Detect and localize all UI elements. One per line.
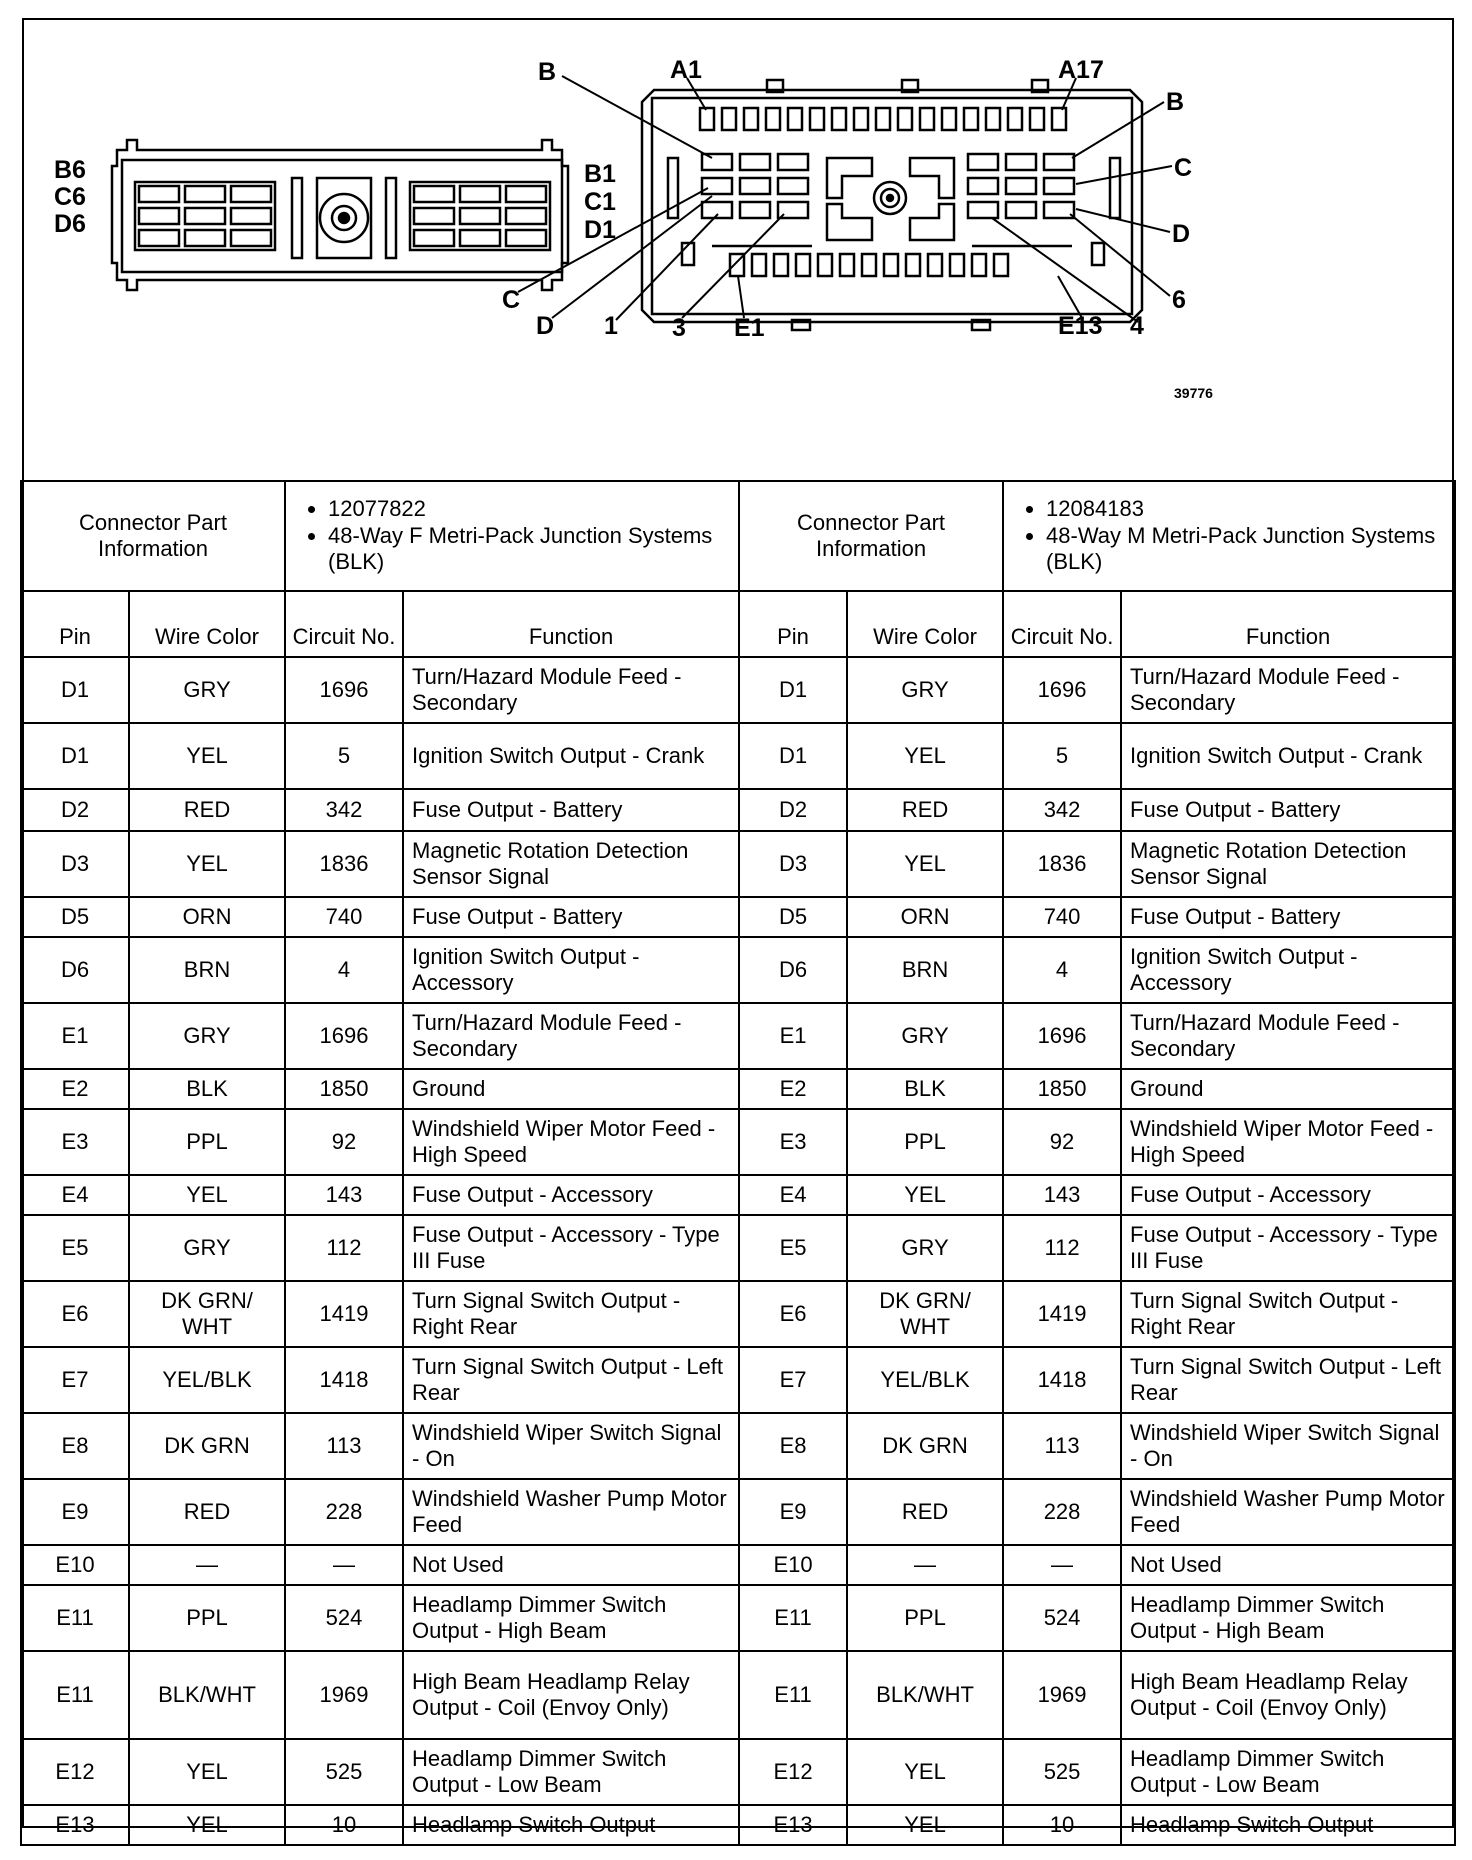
cell-pin: E4 (21, 1175, 129, 1215)
cell-function: Windshield Wiper Switch Signal - On (403, 1413, 739, 1479)
cell-wire-color: DK GRN (129, 1413, 285, 1479)
header-pin-right: Pin (739, 591, 847, 657)
cell-pin: E2 (21, 1069, 129, 1109)
cell-function: Fuse Output - Battery (403, 897, 739, 937)
cell-wire-color: YEL (847, 723, 1003, 789)
cell-function: Ground (403, 1069, 739, 1109)
cell-function: Turn/Hazard Module Feed - Secondary (1121, 657, 1455, 723)
cell-pin: E11 (739, 1585, 847, 1651)
cell-pin: E1 (739, 1003, 847, 1069)
cell-circuit: 525 (285, 1739, 403, 1805)
cell-function: Magnetic Rotation Detection Sensor Signal (1121, 831, 1455, 897)
table-row (21, 1109, 1455, 1175)
cell-pin: D2 (739, 789, 847, 831)
cell-pin: E11 (739, 1651, 847, 1739)
cell-function: Headlamp Dimmer Switch Output - High Beam (403, 1585, 739, 1651)
cell-wire-color: RED (129, 1479, 285, 1545)
cell-wire-color: GRY (847, 1215, 1003, 1281)
cell-function: Windshield Washer Pump Motor Feed (403, 1479, 739, 1545)
cell-wire-color: BRN (129, 937, 285, 1003)
table-row (21, 1585, 1455, 1651)
cell-wire-color: DK GRN/ WHT (847, 1281, 1003, 1347)
label-c-right: C (1174, 154, 1193, 182)
part-desc-right: • 48-Way M Metri-Pack Junction Systems (BLK) (1046, 523, 1446, 576)
header-wire-color-left: Wire Color (129, 591, 285, 657)
cell-circuit: 113 (1003, 1413, 1121, 1479)
cell-function: Headlamp Dimmer Switch Output - Low Beam (403, 1739, 739, 1805)
connector-info-row (21, 481, 1455, 591)
connector-info-label-left: Connector Part Information (21, 481, 285, 591)
cell-function: Turn Signal Switch Output - Right Rear (1121, 1281, 1455, 1347)
cell-pin: E4 (739, 1175, 847, 1215)
cell-wire-color: YEL (847, 1175, 1003, 1215)
cell-function: Fuse Output - Battery (1121, 897, 1455, 937)
cell-function: Fuse Output - Accessory (1121, 1175, 1455, 1215)
cell-wire-color: GRY (847, 657, 1003, 723)
cell-circuit: 1696 (1003, 657, 1121, 723)
cell-wire-color: BLK/WHT (847, 1651, 1003, 1739)
cell-function: Ground (1121, 1069, 1455, 1109)
cell-wire-color: GRY (129, 657, 285, 723)
cell-circuit: 524 (285, 1585, 403, 1651)
header-pin-left: Pin (21, 591, 129, 657)
connector-diagram (22, 18, 1454, 480)
cell-wire-color: YEL (847, 1805, 1003, 1845)
left-connector (112, 140, 568, 290)
connector-info-left (285, 481, 739, 591)
cell-wire-color: GRY (129, 1003, 285, 1069)
cell-circuit: — (285, 1545, 403, 1585)
connector-info-right (1003, 481, 1455, 591)
table-row (21, 1479, 1455, 1545)
cell-pin: E3 (21, 1109, 129, 1175)
cell-wire-color: YEL/BLK (129, 1347, 285, 1413)
cell-wire-color: RED (847, 1479, 1003, 1545)
cell-circuit: 342 (1003, 789, 1121, 831)
cell-function: High Beam Headlamp Relay Output - Coil (Envoy Only) (403, 1651, 739, 1739)
cell-wire-color: YEL/BLK (847, 1347, 1003, 1413)
table-row (21, 789, 1455, 831)
cell-function: Ignition Switch Output - Crank (403, 723, 739, 789)
label-b-top-right: B (1166, 88, 1185, 116)
cell-circuit: 1418 (285, 1347, 403, 1413)
cell-circuit: 524 (1003, 1585, 1121, 1651)
cell-function: Windshield Wiper Switch Signal - On (1121, 1413, 1455, 1479)
cell-circuit: 1696 (285, 657, 403, 723)
label-a17: A17 (1058, 56, 1104, 84)
cell-pin: E5 (739, 1215, 847, 1281)
cell-function: Turn/Hazard Module Feed - Secondary (403, 1003, 739, 1069)
cell-wire-color: PPL (129, 1585, 285, 1651)
cell-pin: E9 (21, 1479, 129, 1545)
cell-circuit: 143 (1003, 1175, 1121, 1215)
cell-pin: E7 (739, 1347, 847, 1413)
label-d1: D1 (584, 216, 616, 244)
label-b-top-left: B (538, 58, 557, 86)
cell-circuit: 228 (285, 1479, 403, 1545)
cell-function: Windshield Wiper Motor Feed - High Speed (403, 1109, 739, 1175)
column-header-row (21, 591, 1455, 657)
cell-pin: E8 (739, 1413, 847, 1479)
label-1-bottom: 1 (604, 312, 618, 340)
table-row (21, 1651, 1455, 1739)
cell-pin: E9 (739, 1479, 847, 1545)
figure-number: 39776 (1174, 385, 1213, 401)
table-row (21, 1347, 1455, 1413)
table-row (21, 1413, 1455, 1479)
label-e1: E1 (734, 314, 765, 342)
cell-pin: D3 (21, 831, 129, 897)
cell-circuit: 740 (285, 897, 403, 937)
table-row (21, 831, 1455, 897)
header-wire-color-right: Wire Color (847, 591, 1003, 657)
cell-pin: E2 (739, 1069, 847, 1109)
cell-pin: D1 (21, 657, 129, 723)
cell-circuit: 1850 (1003, 1069, 1121, 1109)
cell-wire-color: YEL (847, 831, 1003, 897)
label-3-bottom: 3 (672, 314, 686, 342)
cell-pin: D2 (21, 789, 129, 831)
cell-wire-color: PPL (847, 1109, 1003, 1175)
cell-pin: E13 (739, 1805, 847, 1845)
cell-wire-color: — (847, 1545, 1003, 1585)
cell-pin: E10 (739, 1545, 847, 1585)
cell-circuit: 10 (285, 1805, 403, 1845)
cell-pin: D5 (739, 897, 847, 937)
label-d-bottom: D (536, 312, 555, 340)
cell-wire-color: DK GRN/ WHT (129, 1281, 285, 1347)
cell-circuit: 92 (1003, 1109, 1121, 1175)
cell-pin: E5 (21, 1215, 129, 1281)
cell-pin: E8 (21, 1413, 129, 1479)
cell-wire-color: — (129, 1545, 285, 1585)
cell-pin: E1 (21, 1003, 129, 1069)
cell-function: Headlamp Switch Output (1121, 1805, 1455, 1845)
header-function-right: Function (1121, 591, 1455, 657)
cell-function: Turn/Hazard Module Feed - Secondary (1121, 1003, 1455, 1069)
label-c-bottom: C (502, 286, 521, 314)
cell-pin: D3 (739, 831, 847, 897)
cell-function: Turn Signal Switch Output - Right Rear (403, 1281, 739, 1347)
cell-pin: E3 (739, 1109, 847, 1175)
cell-circuit: — (1003, 1545, 1121, 1585)
cell-function: Windshield Wiper Motor Feed - High Speed (1121, 1109, 1455, 1175)
connector-info-label-right: Connector Part Information (739, 481, 1003, 591)
cell-function: Not Used (1121, 1545, 1455, 1585)
cell-pin: D1 (21, 723, 129, 789)
cell-function: Ignition Switch Output - Accessory (1121, 937, 1455, 1003)
cell-wire-color: DK GRN (847, 1413, 1003, 1479)
cell-wire-color: RED (129, 789, 285, 831)
part-number-right: • 12084183 (1046, 496, 1446, 522)
cell-wire-color: BLK (847, 1069, 1003, 1109)
cell-pin: D1 (739, 657, 847, 723)
table-row (21, 1281, 1455, 1347)
cell-circuit: 1696 (1003, 1003, 1121, 1069)
cell-wire-color: ORN (847, 897, 1003, 937)
table-row (21, 937, 1455, 1003)
table-row (21, 657, 1455, 723)
label-b6: B6 (54, 156, 86, 184)
cell-function: Turn Signal Switch Output - Left Rear (1121, 1347, 1455, 1413)
table-row (21, 1003, 1455, 1069)
cell-wire-color: GRY (129, 1215, 285, 1281)
cell-wire-color: BLK/WHT (129, 1651, 285, 1739)
cell-circuit: 1836 (1003, 831, 1121, 897)
cell-circuit: 92 (285, 1109, 403, 1175)
cell-wire-color: GRY (847, 1003, 1003, 1069)
cell-circuit: 1969 (285, 1651, 403, 1739)
cell-wire-color: YEL (129, 723, 285, 789)
cell-wire-color: BRN (847, 937, 1003, 1003)
table-row (21, 723, 1455, 789)
cell-wire-color: YEL (847, 1739, 1003, 1805)
cell-pin: D5 (21, 897, 129, 937)
cell-function: Not Used (403, 1545, 739, 1585)
label-d6: D6 (54, 210, 86, 238)
header-function-left: Function (403, 591, 739, 657)
cell-function: High Beam Headlamp Relay Output - Coil (Envoy Only) (1121, 1651, 1455, 1739)
table-row (21, 1215, 1455, 1281)
cell-wire-color: PPL (847, 1585, 1003, 1651)
part-desc-left: • 48-Way F Metri-Pack Junction Systems (BLK) (328, 523, 730, 576)
cell-function: Headlamp Dimmer Switch Output - Low Beam (1121, 1739, 1455, 1805)
pinout-table (20, 480, 1456, 1846)
cell-pin: E10 (21, 1545, 129, 1585)
cell-wire-color: ORN (129, 897, 285, 937)
cell-circuit: 112 (1003, 1215, 1121, 1281)
label-d-right: D (1172, 220, 1191, 248)
cell-circuit: 5 (1003, 723, 1121, 789)
cell-function: Headlamp Switch Output (403, 1805, 739, 1845)
label-4-bottom: 4 (1130, 312, 1144, 340)
cell-pin: E7 (21, 1347, 129, 1413)
label-6-right: 6 (1172, 286, 1186, 314)
cell-circuit: 1696 (285, 1003, 403, 1069)
cell-function: Turn/Hazard Module Feed - Secondary (403, 657, 739, 723)
cell-function: Magnetic Rotation Detection Sensor Signal (403, 831, 739, 897)
cell-circuit: 1969 (1003, 1651, 1121, 1739)
cell-function: Headlamp Dimmer Switch Output - High Beam (1121, 1585, 1455, 1651)
label-b1: B1 (584, 160, 616, 188)
cell-pin: E11 (21, 1651, 129, 1739)
cell-circuit: 112 (285, 1215, 403, 1281)
cell-wire-color: YEL (129, 1805, 285, 1845)
cell-pin: E6 (21, 1281, 129, 1347)
cell-function: Fuse Output - Battery (403, 789, 739, 831)
cell-pin: D6 (21, 937, 129, 1003)
part-number-left: • 12077822 (328, 496, 730, 522)
cell-circuit: 1836 (285, 831, 403, 897)
label-a1: A1 (670, 56, 702, 84)
cell-function: Windshield Washer Pump Motor Feed (1121, 1479, 1455, 1545)
cell-circuit: 143 (285, 1175, 403, 1215)
cell-circuit: 1419 (285, 1281, 403, 1347)
table-row (21, 1739, 1455, 1805)
header-circuit-left: Circuit No. (285, 591, 403, 657)
cell-circuit: 525 (1003, 1739, 1121, 1805)
cell-pin: E13 (21, 1805, 129, 1845)
table-row (21, 897, 1455, 937)
cell-wire-color: YEL (129, 1175, 285, 1215)
cell-circuit: 228 (1003, 1479, 1121, 1545)
cell-wire-color: BLK (129, 1069, 285, 1109)
cell-pin: E6 (739, 1281, 847, 1347)
cell-circuit: 4 (1003, 937, 1121, 1003)
cell-circuit: 1850 (285, 1069, 403, 1109)
table-row (21, 1545, 1455, 1585)
table-row (21, 1069, 1455, 1109)
cell-circuit: 342 (285, 789, 403, 831)
cell-circuit: 1419 (1003, 1281, 1121, 1347)
cell-function: Fuse Output - Accessory - Type III Fuse (403, 1215, 739, 1281)
label-c1: C1 (584, 188, 616, 216)
table-row (21, 1805, 1455, 1845)
cell-wire-color: PPL (129, 1109, 285, 1175)
cell-function: Ignition Switch Output - Accessory (403, 937, 739, 1003)
cell-pin: D6 (739, 937, 847, 1003)
cell-pin: D1 (739, 723, 847, 789)
cell-pin: E12 (739, 1739, 847, 1805)
cell-circuit: 1418 (1003, 1347, 1121, 1413)
cell-function: Fuse Output - Accessory - Type III Fuse (1121, 1215, 1455, 1281)
cell-function: Turn Signal Switch Output - Left Rear (403, 1347, 739, 1413)
label-e13: E13 (1058, 312, 1103, 340)
cell-circuit: 5 (285, 723, 403, 789)
cell-function: Fuse Output - Battery (1121, 789, 1455, 831)
cell-circuit: 113 (285, 1413, 403, 1479)
cell-circuit: 4 (285, 937, 403, 1003)
table-row (21, 1175, 1455, 1215)
cell-function: Ignition Switch Output - Crank (1121, 723, 1455, 789)
cell-pin: E12 (21, 1739, 129, 1805)
cell-circuit: 740 (1003, 897, 1121, 937)
cell-wire-color: YEL (129, 831, 285, 897)
cell-circuit: 10 (1003, 1805, 1121, 1845)
cell-function: Fuse Output - Accessory (403, 1175, 739, 1215)
cell-wire-color: RED (847, 789, 1003, 831)
header-circuit-right: Circuit No. (1003, 591, 1121, 657)
cell-pin: E11 (21, 1585, 129, 1651)
cell-wire-color: YEL (129, 1739, 285, 1805)
label-c6: C6 (54, 183, 86, 211)
